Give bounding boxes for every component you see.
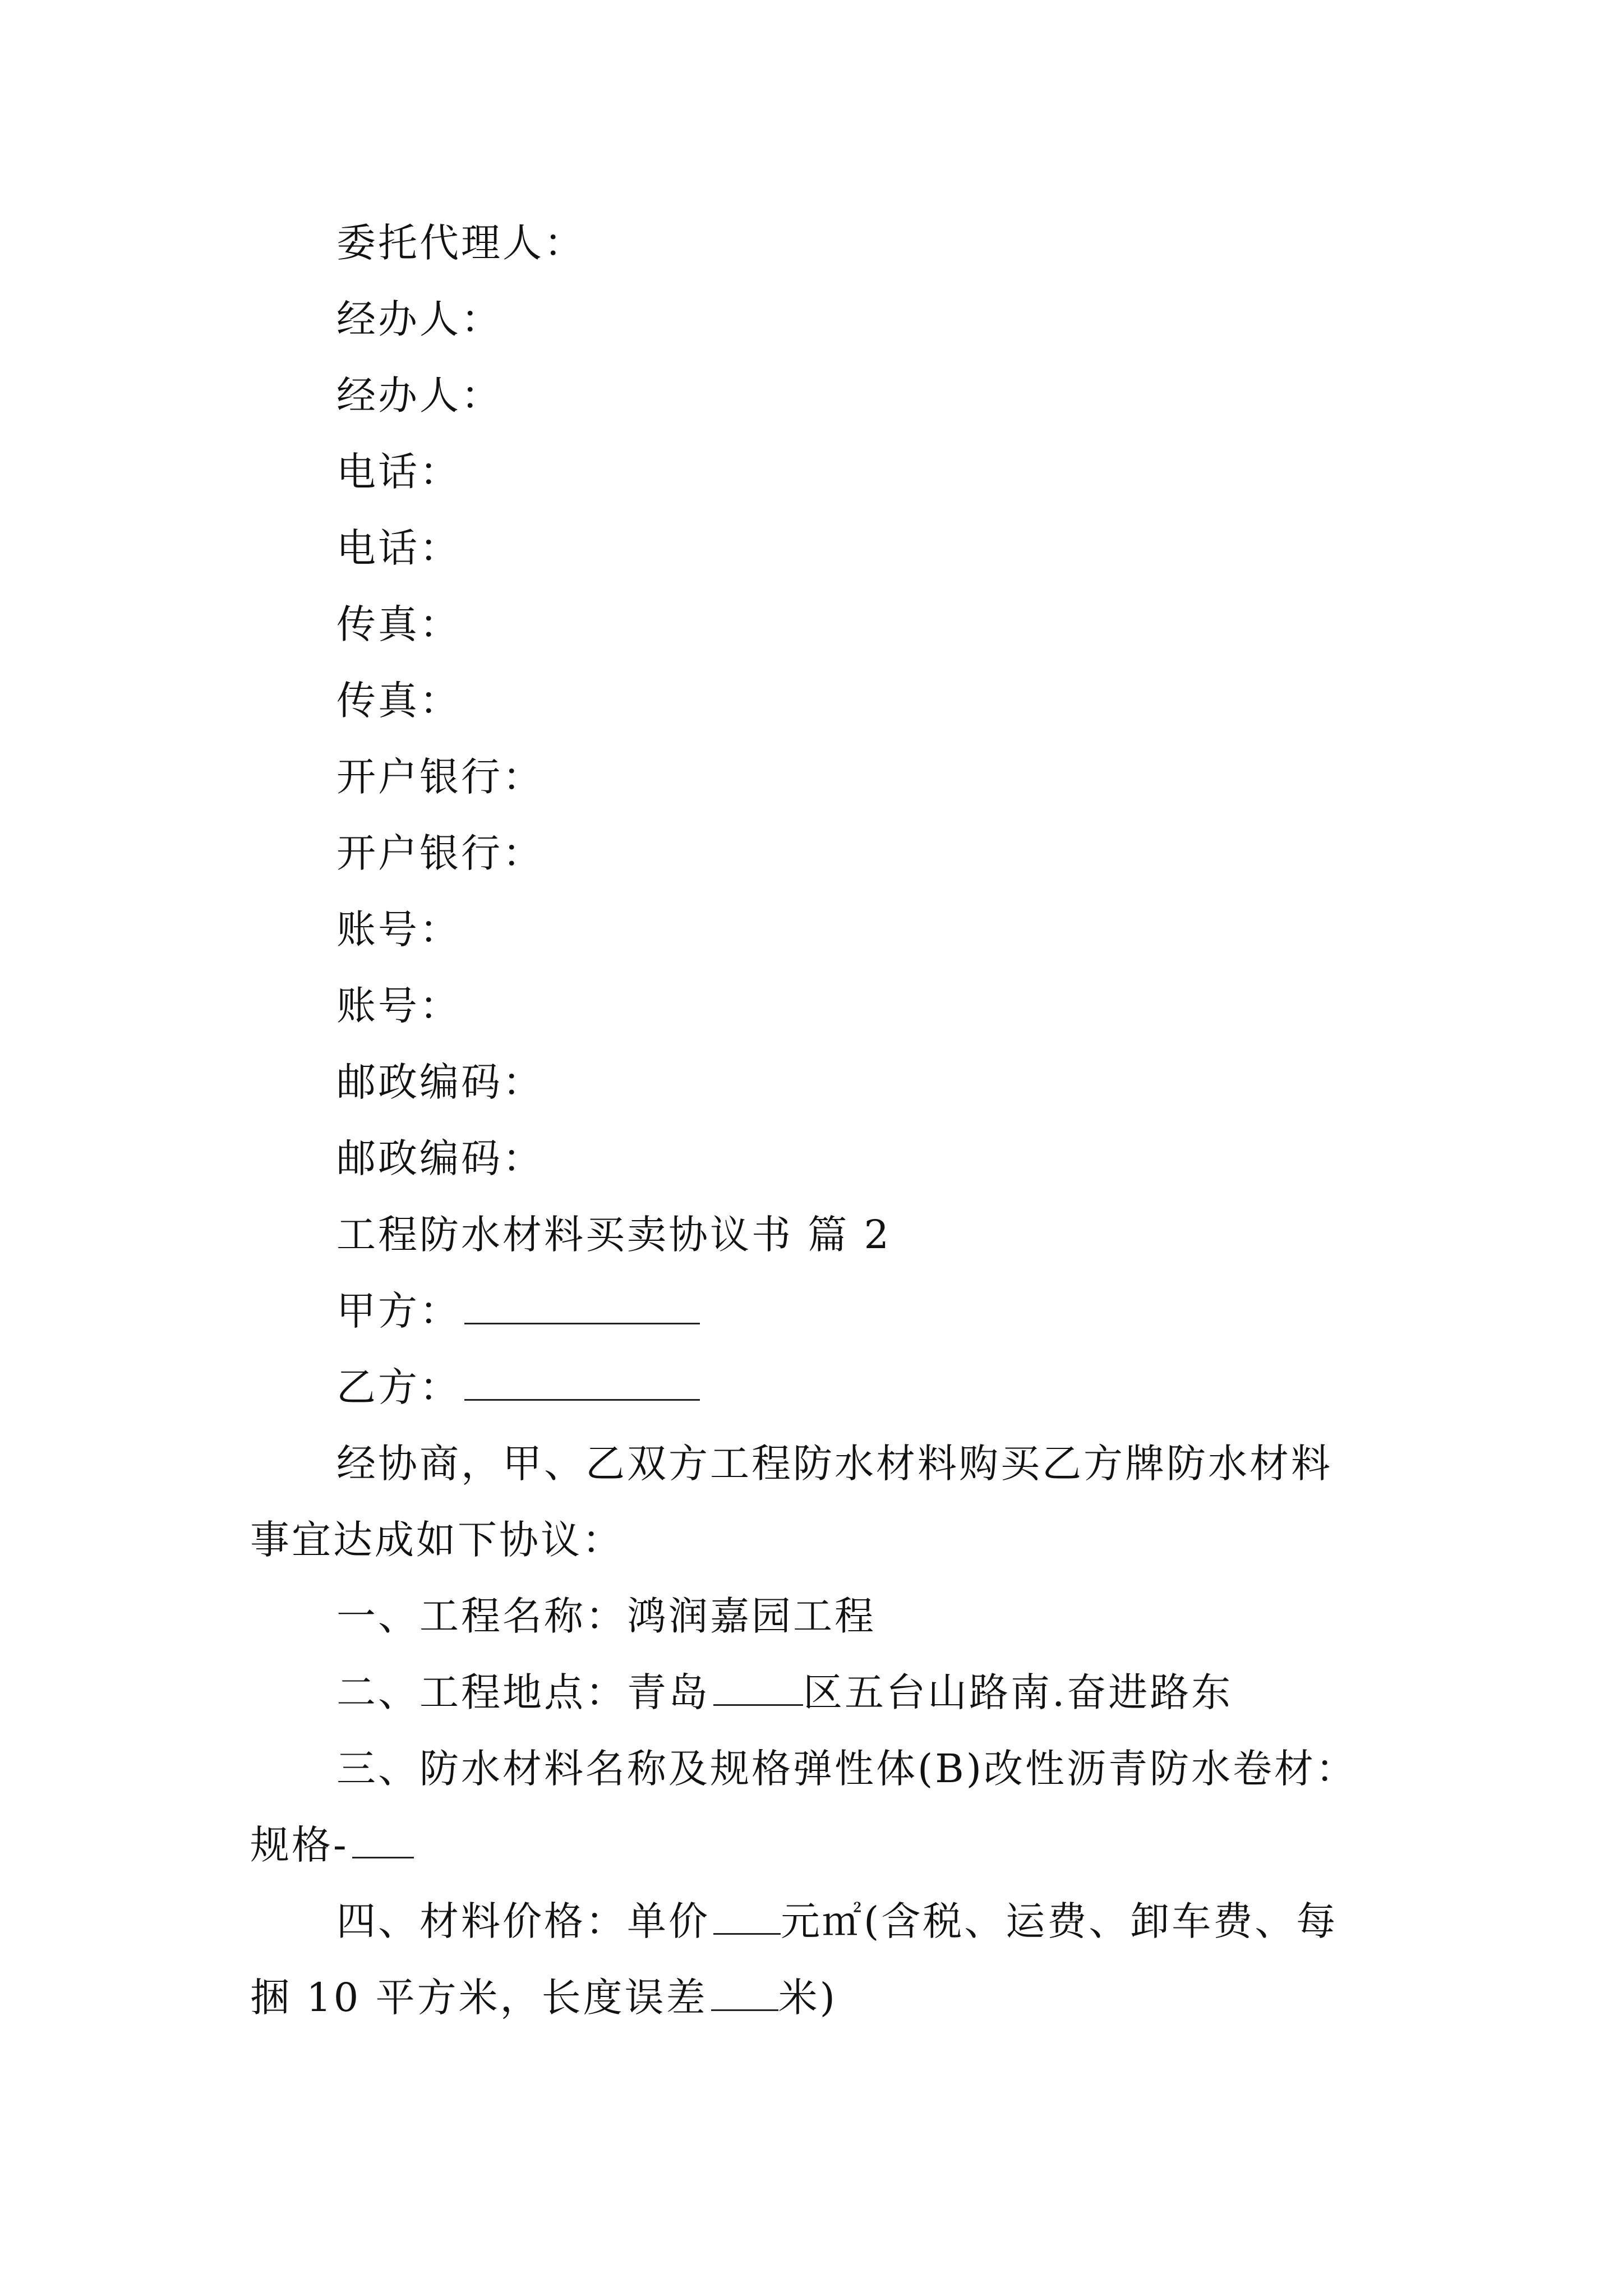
price-prefix: 四、材料价格：单价 [336,1898,710,1944]
item-price-line-2 [250,1972,837,2023]
item-material-spec-line-2 [250,1820,414,1870]
bank-label-b: 开户银行： [336,830,544,876]
fax-label-a: 传真： [336,601,461,647]
length-error-prefix: 捆 10 平方米，长度误差 [250,1975,708,2021]
account-label-b: 账号： [336,983,461,1029]
party-b-label: 乙方： [336,1364,461,1410]
account-label-a: 账号： [336,907,461,953]
length-error-blank [711,1975,778,2011]
intro-line-1: 经协商，甲、乙双方工程防水材料购买乙方牌防水材料 [336,1441,1332,1487]
party-b-line [336,1362,700,1412]
handler-label-b: 经办人： [336,372,502,418]
phone-label-a: 电话： [336,449,461,495]
bank-label-a: 开户银行： [336,754,544,800]
item-project-location [336,1667,1233,1718]
contract-title: 工程防水材料买卖协议书 篇 2 [336,1212,892,1258]
length-error-suffix: 米) [778,1975,837,2021]
location-district-blank [713,1669,803,1706]
item-material-spec-line-1: 三、防水材料名称及规格弹性体(B)改性沥青防水卷材： [336,1746,1358,1792]
unit-price-blank [713,1898,781,1935]
party-a-line [336,1286,700,1336]
item-price-line-1 [336,1896,1338,1947]
postcode-label-b: 邮政编码： [336,1135,544,1181]
handler-label-a: 经办人： [336,296,502,342]
intro-line-2: 事宜达成如下协议： [250,1517,624,1563]
location-suffix: 区五台山路南.奋进路东 [803,1669,1233,1715]
party-b-blank [464,1364,700,1401]
spec-blank [352,1822,414,1858]
agent-label: 委托代理人： [336,220,585,266]
postcode-label-a: 邮政编码： [336,1059,544,1105]
location-prefix: 二、工程地点：青岛 [336,1669,710,1715]
fax-label-b: 传真： [336,678,461,724]
phone-label-b: 电话： [336,525,461,571]
price-suffix: 元㎡(含税、运费、卸车费、每 [781,1898,1338,1944]
party-a-label: 甲方： [336,1288,461,1334]
party-a-blank [464,1288,700,1324]
spec-prefix: 规格- [250,1822,349,1868]
item-project-name: 一、工程名称：鸿润嘉园工程 [336,1593,876,1639]
